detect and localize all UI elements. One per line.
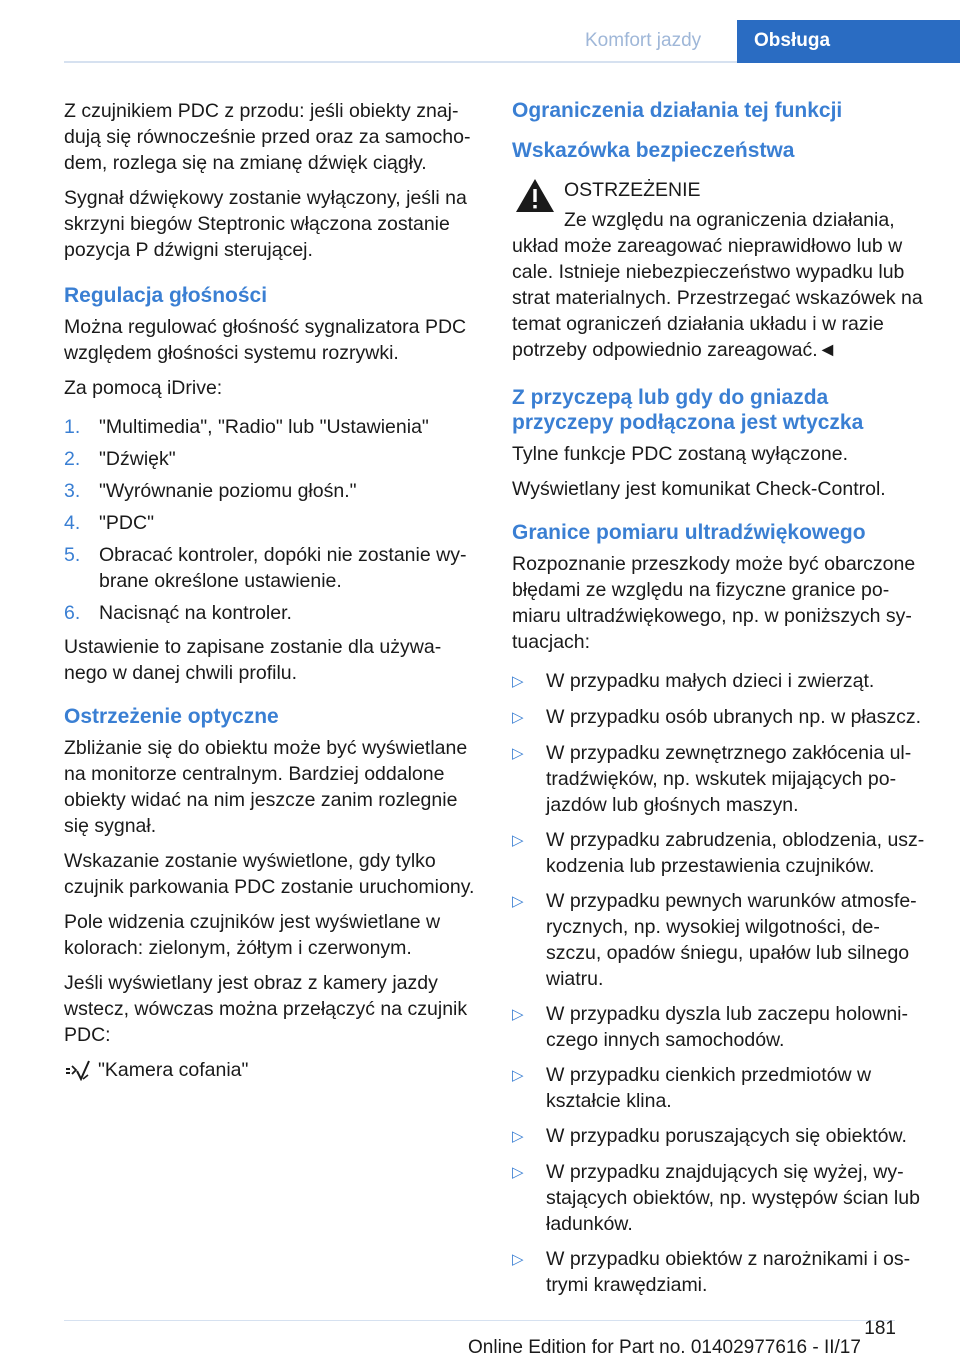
step-text: "Wyrównanie poziomu głośn." (99, 480, 357, 502)
paragraph: Z czujnikiem PDC z przodu: jeśli obiekty znajdują się równocześnie przed oraz za samochodem, rozlega się na zmianę dźwięk ciągły. (64, 100, 471, 174)
list-item (512, 1001, 928, 1053)
step-number: 6. (64, 602, 81, 624)
bullet-text: W przypadku małych dzieci i zwierząt. (546, 670, 875, 692)
bullet-text: W przypadku zabrudzenia, oblodzenia, uszkodzenia lub przestawienia czujników. (546, 829, 925, 877)
bullet-icon: ▷ (512, 893, 524, 910)
bullet-text: W przypadku znajdujących się wyżej, wystających obiektów, np. występów ścian lub ładunków. (546, 1161, 920, 1235)
heading-optical-warning: Ostrzeżenie optyczne (64, 705, 279, 728)
bullet-text: W przypadku dyszla lub zaczepu holowniczego innych samochodów. (546, 1003, 909, 1051)
list-item (512, 668, 928, 695)
list-item (64, 478, 476, 504)
list-item (64, 542, 476, 594)
paragraph: Pole widzenia czujników jest wyświetlane w kolorach: zielonym, żółtym i czerwonym. (64, 911, 441, 959)
list-item (512, 704, 928, 731)
bullet-text: W przypadku pewnych warunków atmosferycznych, np. wysokiej wilgotności, deszczu, opadów śniegu, upałów lub silnego wiatru. (546, 890, 917, 990)
paragraph: Sygnał dźwiękowy zostanie wyłączony, jeśli na skrzyni biegów Steptronic włączona zostanie pozycja P dźwigni sterującej. (64, 187, 467, 261)
bullet-icon: ▷ (512, 1251, 524, 1268)
step-text: "Multimedia", "Radio" lub "Ustawienia" (99, 416, 429, 438)
bullet-text: W przypadku zewnętrznego zakłócenia ultradźwięków, np. wskutek mijających pojazdów lub głośnych maszyn. (546, 742, 912, 816)
step-text: "PDC" (99, 512, 155, 534)
list-item (512, 1159, 928, 1237)
header-chapter-tab[interactable]: Obsługa (737, 20, 960, 63)
warning-text: układ może zareagować nieprawidłowo lub w cale. Istnieje niebezpieczeństwo wypadku lub strat materialnych. Przestrzegać wskazówek na temat ograniczeń działania układu i w razie potrzeby odpowiednio zareagować.◄ (512, 235, 923, 361)
heading-volume: Regulacja głośności (64, 284, 268, 307)
header-section-tab[interactable]: Komfort jazdy (585, 30, 702, 51)
footer-rule (64, 1320, 895, 1321)
camera-label: "Kamera cofania" (98, 1059, 249, 1081)
heading-safety: Wskazówka bezpieczeństwa (512, 139, 795, 162)
list-item (64, 446, 476, 472)
list-item (64, 510, 476, 536)
bullet-icon: ▷ (512, 1067, 524, 1084)
left-column (64, 98, 476, 1083)
paragraph: Można regulować głośność sygnalizatora PDC względem głośności systemu rozrywki. (64, 316, 467, 364)
list-item (64, 600, 476, 626)
edition-note: Online Edition for Part no. 01402977616 - II/17 (468, 1337, 861, 1358)
list-item (512, 827, 928, 879)
bullet-icon: ▷ (512, 709, 524, 726)
step-number: 3. (64, 480, 81, 502)
bullet-text: W przypadku cienkich przedmiotów w kształcie klina. (546, 1064, 872, 1112)
warning-line: Ze względu na ograniczenia działania, (564, 209, 895, 231)
bullet-icon: ▷ (512, 1128, 524, 1145)
paragraph: Wyświetlany jest komunikat Check-Control. (512, 478, 886, 500)
paragraph: Tylne funkcje PDC zostaną wyłączone. (512, 443, 848, 465)
step-number: 5. (64, 544, 81, 566)
list-item (512, 1062, 928, 1114)
paragraph: Rozpoznanie przeszkody może być obarczone błędami ze względu na fizyczne granice pomiaru ultradźwiękowego, np. w poniższych sytuacjach: (512, 553, 916, 653)
list-item (512, 888, 928, 992)
heading-limits: Ograniczenia działania tej funkcji (512, 99, 843, 122)
list-item (64, 414, 476, 440)
list-item (512, 740, 928, 818)
bullet-text: W przypadku poruszających się obiektów. (546, 1125, 907, 1147)
paragraph: Ustawienie to zapisane zostanie dla używanego w danej chwili profilu. (64, 636, 442, 684)
page-number: 181 (864, 1318, 896, 1339)
bullet-icon: ▷ (512, 1006, 524, 1023)
warning-triangle-icon (514, 177, 556, 214)
step-number: 4. (64, 512, 81, 534)
limitations-list (512, 668, 928, 1298)
step-text: Obracać kontroler, dopóki nie zostanie wybrane określone ustawienie. (99, 544, 467, 592)
heading-trailer: Z przyczepą lub gdy do gniazda przyczepy podłączona jest wtyczka (512, 386, 864, 434)
list-item (512, 1123, 928, 1150)
paragraph: Jeśli wyświetlany jest obraz z kamery jazdy wstecz, wówczas można przełączyć na czujnik PDC: (64, 972, 468, 1046)
paragraph: Zbliżanie się do obiektu może być wyświetlane na monitorze centralnym. Bardziej oddalone obiekty widać na nim jeszcze zanim rozlegnie się sygnał. (64, 737, 468, 837)
step-number: 2. (64, 448, 81, 470)
steps-list (64, 414, 476, 626)
rear-camera-icon (64, 1059, 98, 1081)
warning-title: OSTRZEŻENIE (564, 179, 701, 201)
bullet-icon: ▷ (512, 673, 524, 690)
bullet-icon: ▷ (512, 745, 524, 762)
bullet-text: W przypadku obiektów z narożnikami i ostrymi krawędziami. (546, 1248, 911, 1296)
heading-ultrasonic: Granice pomiaru ultradźwiękowego (512, 521, 866, 544)
right-column (512, 98, 928, 1307)
step-number: 1. (64, 416, 81, 438)
list-item (512, 1246, 928, 1298)
paragraph: Wskazanie zostanie wyświetlone, gdy tylko czujnik parkowania PDC zostanie uruchomiony. (64, 850, 475, 898)
step-text: "Dźwięk" (99, 448, 176, 470)
bullet-text: W przypadku osób ubranych np. w płaszcz. (546, 706, 922, 728)
warning-box (512, 177, 928, 363)
paragraph: Za pomocą iDrive: (64, 377, 223, 399)
step-text: Nacisnąć na kontroler. (99, 602, 292, 624)
bullet-icon: ▷ (512, 832, 524, 849)
bullet-icon: ▷ (512, 1164, 524, 1181)
camera-switch-row (64, 1057, 476, 1083)
